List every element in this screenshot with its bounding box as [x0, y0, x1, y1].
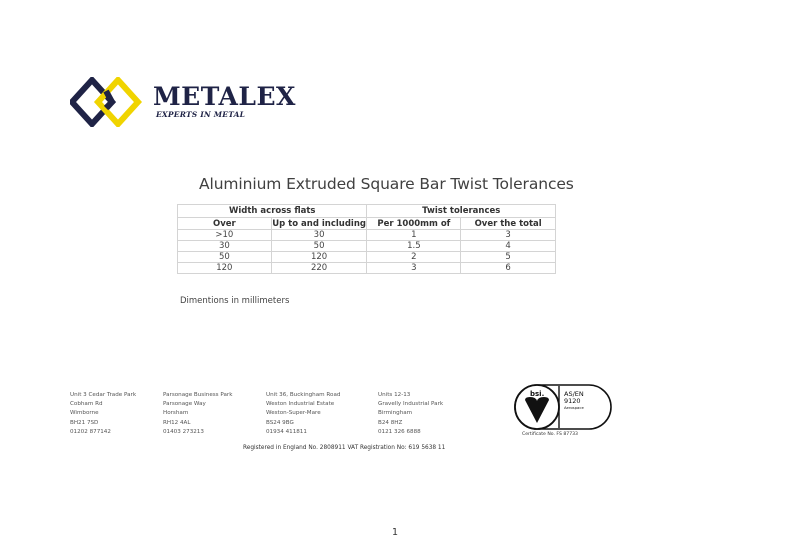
address-phone: 01403 273213 — [163, 428, 204, 435]
cert-standard-line1: AS/EN — [564, 390, 584, 398]
cell-over: 30 — [178, 241, 272, 252]
address-postcode: RH12 4AL — [163, 419, 191, 426]
cert-standard-line2: 9120 — [564, 397, 581, 405]
cell-per-1000mm: 3 — [367, 263, 461, 274]
table-row — [178, 263, 556, 274]
address-line: Unit 36, Buckingham Road — [266, 392, 341, 398]
address-line: Gravelly Industrial Park — [378, 401, 444, 408]
address-horsham — [163, 391, 232, 437]
address-phone: 01202 877142 — [70, 428, 111, 435]
cell-over-total: 3 — [461, 230, 556, 241]
cell-per-1000mm: 2 — [367, 252, 461, 263]
address-line: Weston Industrial Estate — [266, 401, 335, 408]
brand-name: METALEX — [153, 82, 296, 111]
address-line: Birmingham — [378, 410, 413, 417]
brand-tagline: EXPERTS IN METAL — [156, 110, 246, 119]
address-line: Unit 3 Cedar Trade Park — [70, 392, 137, 398]
cell-over: 120 — [178, 263, 272, 274]
address-line: Parsonage Way — [163, 401, 206, 408]
page-number: 1 — [392, 527, 399, 538]
cell-up-to: 30 — [271, 230, 367, 241]
cell-over: 50 — [178, 252, 272, 263]
address-birmingham — [378, 391, 443, 437]
address-line: Cobham Rd — [70, 401, 103, 408]
table-row — [178, 241, 556, 252]
column-header-over: Over — [178, 218, 272, 230]
bsi-text: bsi. — [530, 390, 545, 398]
cell-over: >10 — [178, 230, 272, 241]
logo-diamonds-icon — [70, 77, 142, 127]
table-row — [178, 252, 556, 263]
column-header-per-1000mm: Per 1000mm of — [367, 218, 461, 230]
cell-up-to: 220 — [271, 263, 367, 274]
cell-per-1000mm: 1 — [367, 230, 461, 241]
group-header-twist: Twist tolerances — [367, 205, 556, 218]
table-column-header-row — [178, 218, 556, 230]
column-header-up-to: Up to and including — [272, 218, 366, 229]
cert-standard-line3: Aerospace — [564, 405, 584, 410]
address-line: Horsham — [163, 410, 189, 417]
address-weston — [266, 391, 340, 437]
certificate-number: Certificate No. FS 87733 — [522, 432, 578, 437]
address-line: Parsonage Business Park — [163, 392, 233, 398]
address-line: Units 12-13 — [378, 392, 411, 398]
cell-over-total: 4 — [461, 241, 556, 252]
address-postcode: BS24 9BG — [266, 419, 294, 426]
address-postcode: BH21 7SD — [70, 419, 99, 426]
group-header-width: Width across flats — [178, 205, 367, 218]
company-logo — [70, 77, 296, 129]
cell-per-1000mm: 1.5 — [367, 241, 461, 252]
cell-over-total: 6 — [461, 263, 556, 274]
cell-up-to: 120 — [271, 252, 367, 263]
table-note: Dimentions in millimeters — [180, 296, 290, 306]
address-postcode: B24 8HZ — [378, 419, 403, 426]
address-line: Wimborne — [70, 410, 99, 417]
cell-over-total: 5 — [461, 252, 556, 263]
table-group-header-row — [178, 205, 556, 218]
column-header-over-total: Over the total — [461, 218, 556, 230]
document-title: Aluminium Extruded Square Bar Twist Tolerances — [199, 175, 574, 193]
address-wimborne — [70, 391, 136, 437]
registration-text: Registered in England No. 2808911 VAT Registration No: 619 5638 11 — [243, 445, 446, 451]
address-phone: 01934 411811 — [266, 428, 307, 435]
cell-up-to: 50 — [271, 241, 367, 252]
address-line: Weston-Super-Mare — [266, 410, 321, 417]
address-phone: 0121 326 6888 — [378, 428, 421, 435]
tolerance-table — [177, 204, 556, 274]
table-row — [178, 230, 556, 241]
